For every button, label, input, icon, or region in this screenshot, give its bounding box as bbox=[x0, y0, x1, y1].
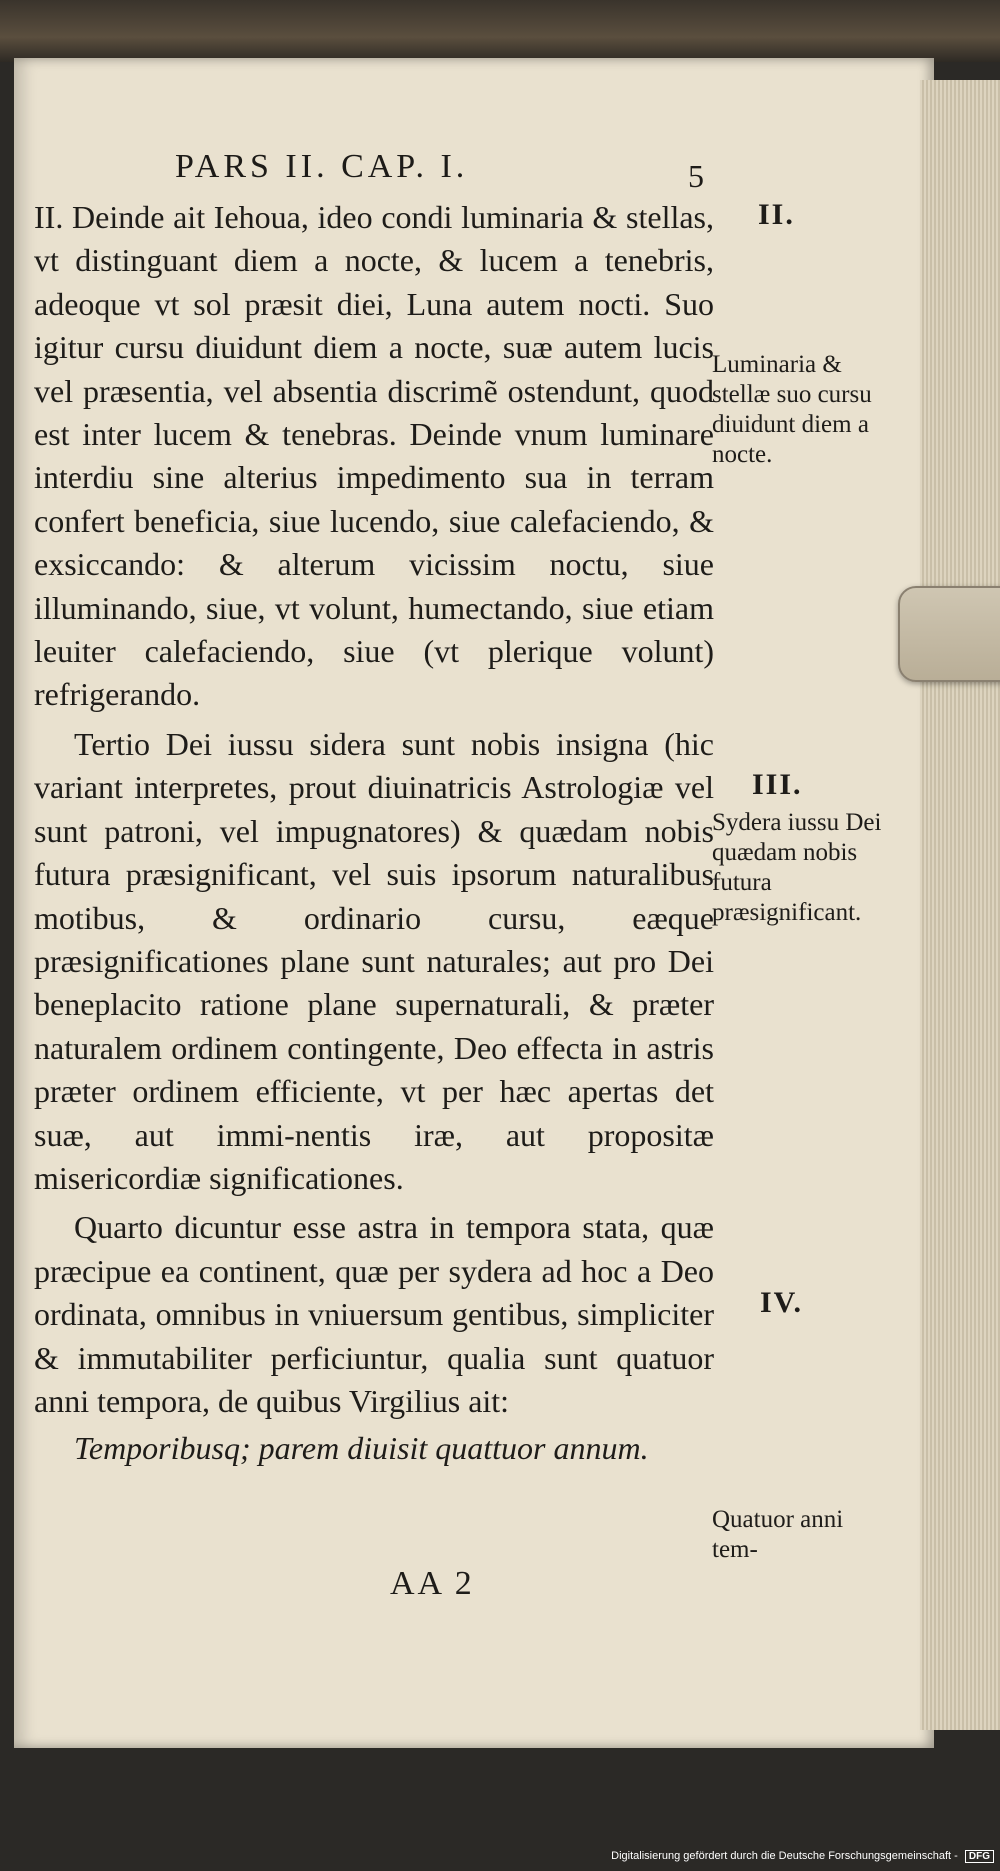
margin-numeral-iv: IV. bbox=[760, 1286, 803, 1319]
main-text bbox=[34, 196, 714, 1471]
paragraph-ii: II. Deinde ait Iehoua, ideo condi luminaria & stellas, vt distinguant diem a nocte, & lucem a tenebris, adeoque vt sol præsit diei, Luna autem nocti. Suo igitur cursu diuidunt diem a nocte, suæ autem lucis vel præsentia, vel absentia discrimẽ ostendunt, quod est inter lucem & tenebras. Deinde vnum luminare interdiu sine alterius impedimento sua in terram confert beneficia, siue lucendo, siue calefaciendo, & exsiccando: & alterum vicissim noctu, siue illuminando, siue, vt volunt, humectando, siue etiam leuiter calefaciendo, siue (vt plerique volunt) refrigerando. bbox=[34, 199, 714, 713]
digitization-credit bbox=[611, 1850, 994, 1863]
book-clasp bbox=[898, 586, 1000, 682]
margin-numeral-iii: III. bbox=[752, 768, 803, 801]
book-top-edge bbox=[0, 0, 1000, 62]
margin-note-sydera: Sydera iussu Dei quædam nobis futura præsignificant. bbox=[712, 809, 882, 926]
signature-mark: AA 2 bbox=[390, 1565, 475, 1602]
credit-text: Digitalisierung gefördert durch die Deutsche Forschungsgemeinschaft - bbox=[611, 1850, 958, 1862]
margin-note-quatuor: Quatuor anni tem- bbox=[712, 1506, 844, 1563]
margin-numeral-ii: II. bbox=[758, 198, 795, 231]
dfg-logo: DFG bbox=[965, 1850, 994, 1863]
running-header: PARS II. CAP. I. bbox=[175, 148, 469, 185]
margin-note-luminaria: Luminaria & stellæ suo cursu diuidunt diem a nocte. bbox=[712, 351, 872, 468]
page-number: 5 bbox=[688, 158, 704, 194]
paragraph-iv: Quarto dicuntur esse astra in tempora stata, quæ præcipue ea continent, quæ per sydera ad hoc a Deo ordinata, omnibus in vniuersum gentibus, simpliciter & immutabiliter perficiuntur, qualia sunt quatuor anni tempora, de quibus Virgilius ait: bbox=[34, 1209, 714, 1419]
page-edges bbox=[920, 80, 1000, 1730]
verse-line: Temporibusq; parem diuisit quattuor annum. bbox=[74, 1430, 649, 1467]
paragraph-iii: Tertio Dei iussu sidera sunt nobis insigna (hic variant interpretes, prout diuinatricis Astrologiæ vel sunt patroni, vel impugnatores) & quædam nobis futura præsignificant, vel suis ipsorum naturalibus motibus, & ordinario cursu, eæque præsignificationes plane sunt naturales; aut pro Dei beneplacito ratione plane supernaturali, & præter naturalem ordinem contingente, Deo effecta in astris præter ordinem efficiente, vt per hæc apertas det suæ, aut immi-nentis iræ, aut propositæ misericordiæ significationes. bbox=[34, 725, 714, 1196]
